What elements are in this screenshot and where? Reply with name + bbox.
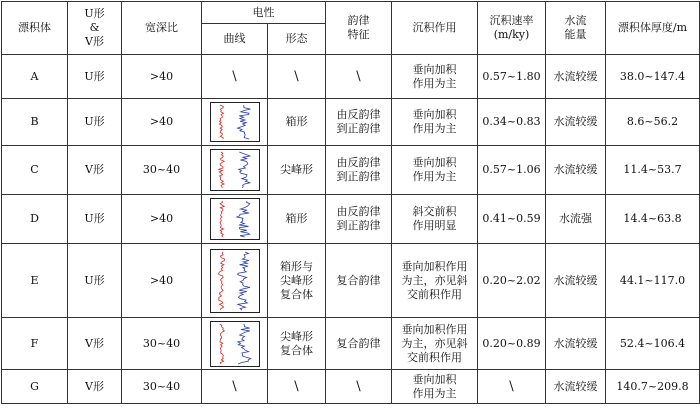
thickness-value: 44.1~117.0 [619, 273, 686, 287]
cell-body [2, 244, 68, 318]
ratio-value: >40 [149, 115, 174, 128]
cell-energy [546, 195, 606, 244]
cell-ratio [122, 146, 202, 195]
thickness-value: 38.0~147.4 [619, 69, 686, 83]
energy-value: 水流较缓 [553, 163, 598, 176]
shape-value: V形 [85, 336, 104, 350]
form-value: 箱形 [285, 115, 308, 128]
rate-value: \ [509, 378, 514, 394]
cell-sedimentation [392, 370, 478, 404]
cell-rhythm [326, 195, 392, 244]
resistivity-curve-blue [237, 324, 250, 364]
shape-value: U形 [84, 212, 105, 225]
cell-form [268, 195, 326, 244]
cell-curve [202, 99, 268, 146]
header-rhythm: 韵律 特征 [326, 2, 392, 55]
resistivity-curve-blue [237, 252, 249, 310]
cell-thickness [606, 370, 700, 404]
cell-form [268, 318, 326, 370]
cell-thickness [606, 99, 700, 146]
header-body: 漂积体 [2, 2, 68, 55]
cell-shape [68, 146, 122, 195]
sedimentation-value: 垂向加积 作用为主 [412, 108, 457, 135]
cell-thickness [606, 55, 700, 99]
cell-form [268, 146, 326, 195]
cell-curve [202, 370, 268, 404]
cell-ratio [122, 195, 202, 244]
form-value: 箱形与 尖峰形 复合体 [280, 259, 313, 301]
header-sedimentation: 沉积作用 [392, 2, 478, 55]
table-row [2, 99, 700, 146]
ratio-value: 30~40 [142, 336, 181, 350]
cell-ratio [122, 55, 202, 99]
rate-value: 0.41~0.59 [482, 212, 541, 225]
resistivity-curve-red [218, 152, 224, 188]
cell-energy [546, 244, 606, 318]
electric-log-icon [210, 149, 260, 191]
cell-rate [478, 195, 546, 244]
drift-body-table [1, 1, 700, 404]
cell-rate [478, 99, 546, 146]
table-row [2, 318, 700, 370]
header-curve: 曲线 [202, 24, 268, 55]
energy-value: 水流较缓 [553, 273, 598, 287]
cell-shape [68, 370, 122, 404]
shape-value: V形 [85, 163, 104, 176]
body-value: G [30, 379, 39, 393]
cell-rhythm [326, 244, 392, 318]
cell-energy [546, 146, 606, 195]
table-row [2, 244, 700, 318]
cell-rate [478, 244, 546, 318]
rate-value: 0.57~1.80 [482, 69, 541, 83]
cell-energy [546, 318, 606, 370]
rhythm-value: 由反韵律 到正韵律 [336, 205, 381, 232]
cell-form [268, 99, 326, 146]
ratio-value: 30~40 [142, 163, 181, 176]
resistivity-curve-red [219, 324, 224, 364]
header-thickness: 漂积体厚度/m [606, 2, 700, 55]
cell-body [2, 318, 68, 370]
cell-rhythm [326, 318, 392, 370]
rate-value: 0.57~1.06 [482, 163, 541, 176]
rhythm-value: 由反韵律 到正韵律 [336, 108, 381, 135]
sedimentation-value: 垂向加积 作用为主 [412, 372, 457, 400]
cell-sedimentation [392, 146, 478, 195]
cell-curve [202, 55, 268, 99]
ratio-value: >40 [149, 69, 174, 83]
cell-sedimentation [392, 55, 478, 99]
cell-shape [68, 244, 122, 318]
cell-rate [478, 318, 546, 370]
header-rate: 沉积速率 (m/ky) [478, 2, 546, 55]
body-value: D [30, 212, 39, 225]
cell-thickness [606, 195, 700, 244]
cell-energy [546, 99, 606, 146]
cell-rhythm [326, 55, 392, 99]
cell-shape [68, 318, 122, 370]
header-energy: 水流 能量 [546, 2, 606, 55]
sedimentation-value: 垂向加积作用 为主，亦见斜 交前积作用 [401, 259, 468, 301]
sedimentation-value: 垂向加积 作用为主 [412, 62, 457, 90]
electric-log-curve [211, 103, 259, 141]
table-body [2, 55, 700, 404]
energy-value: 水流较缓 [553, 336, 598, 350]
cell-form [268, 370, 326, 404]
resistivity-curve-blue [237, 105, 250, 139]
body-value: F [30, 336, 39, 350]
header-shape: U形 & V形 [68, 2, 122, 55]
rate-value: 0.34~0.83 [482, 115, 541, 128]
energy-value: 水流较缓 [553, 379, 598, 393]
sedimentation-value: 斜交前积 作用明显 [412, 205, 457, 232]
shape-value: U形 [84, 115, 105, 128]
cell-body [2, 55, 68, 99]
cell-form [268, 55, 326, 99]
form-value: 尖峰形 [280, 163, 313, 176]
ratio-value: >40 [149, 273, 174, 287]
cell-curve [202, 244, 268, 318]
shape-value: U形 [84, 273, 105, 287]
thickness-value: 14.4~63.8 [623, 212, 682, 225]
cell-ratio [122, 244, 202, 318]
thickness-value: 140.7~209.8 [616, 379, 689, 393]
cell-rhythm [326, 99, 392, 146]
cell-ratio [122, 370, 202, 404]
cell-curve [202, 195, 268, 244]
resistivity-curve-red [218, 252, 224, 310]
cell-shape [68, 55, 122, 99]
header-electric: 电性 [202, 2, 326, 24]
shape-value: U形 [84, 69, 105, 83]
body-value: E [30, 273, 39, 287]
rhythm-value: 复合韵律 [336, 336, 381, 350]
resistivity-curve-blue [238, 152, 250, 188]
cell-ratio [122, 318, 202, 370]
form-value: \ [294, 378, 299, 394]
cell-energy [546, 55, 606, 99]
rate-value: 0.20~2.02 [482, 273, 541, 287]
cell-curve [202, 318, 268, 370]
rate-value: 0.20~0.89 [482, 336, 541, 350]
curve-value: \ [232, 68, 237, 84]
cell-thickness [606, 244, 700, 318]
body-value: C [30, 163, 39, 176]
cell-thickness [606, 318, 700, 370]
table-row [2, 146, 700, 195]
cell-body [2, 146, 68, 195]
energy-value: 水流较缓 [553, 115, 598, 128]
shape-value: V形 [85, 379, 104, 393]
resistivity-curve-red [220, 201, 224, 237]
electric-log-curve [211, 199, 259, 239]
cell-rate [478, 55, 546, 99]
electric-log-icon [210, 249, 260, 313]
table-row [2, 195, 700, 244]
energy-value: 水流较缓 [553, 69, 598, 83]
cell-form [268, 244, 326, 318]
form-value: \ [294, 68, 299, 84]
cell-body [2, 370, 68, 404]
cell-shape [68, 99, 122, 146]
rhythm-value: \ [356, 68, 361, 84]
cell-body [2, 99, 68, 146]
electric-log-curve [211, 250, 259, 312]
cell-energy [546, 370, 606, 404]
cell-body [2, 195, 68, 244]
ratio-value: 30~40 [142, 379, 181, 393]
table-row [2, 370, 700, 404]
cell-shape [68, 195, 122, 244]
thickness-value: 8.6~56.2 [626, 115, 679, 128]
ratio-value: >40 [149, 212, 174, 225]
electric-log-icon [210, 198, 260, 240]
cell-curve [202, 146, 268, 195]
resistivity-curve-blue [236, 201, 249, 237]
resistivity-curve-red [219, 105, 223, 139]
form-value: 尖峰形 复合体 [280, 329, 313, 357]
cell-rate [478, 370, 546, 404]
thickness-value: 52.4~106.4 [619, 336, 686, 350]
curve-value: \ [232, 378, 237, 394]
electric-log-curve [211, 150, 259, 190]
body-value: B [30, 115, 39, 128]
sedimentation-value: 垂向加积 作用为主 [412, 156, 457, 183]
electric-log-icon [210, 321, 260, 367]
cell-thickness [606, 146, 700, 195]
thickness-value: 11.4~53.7 [623, 163, 682, 176]
table-row [2, 55, 700, 99]
electric-log-curve [211, 322, 259, 366]
cell-sedimentation [392, 99, 478, 146]
cell-rhythm [326, 370, 392, 404]
cell-rate [478, 146, 546, 195]
rhythm-value: 由反韵律 到正韵律 [336, 156, 381, 183]
cell-rhythm [326, 146, 392, 195]
cell-sedimentation [392, 244, 478, 318]
cell-ratio [122, 99, 202, 146]
sedimentation-value: 垂向加积作用 为主，亦见斜 交前积作用 [401, 322, 468, 364]
form-value: 箱形 [285, 212, 308, 225]
header-ratio: 宽深比 [122, 2, 202, 55]
rhythm-value: 复合韵律 [336, 273, 381, 287]
rhythm-value: \ [356, 378, 361, 394]
electric-log-icon [210, 102, 260, 142]
header-form: 形态 [268, 24, 326, 55]
body-value: A [30, 69, 39, 83]
cell-sedimentation [392, 318, 478, 370]
energy-value: 水流强 [559, 212, 592, 225]
cell-sedimentation [392, 195, 478, 244]
